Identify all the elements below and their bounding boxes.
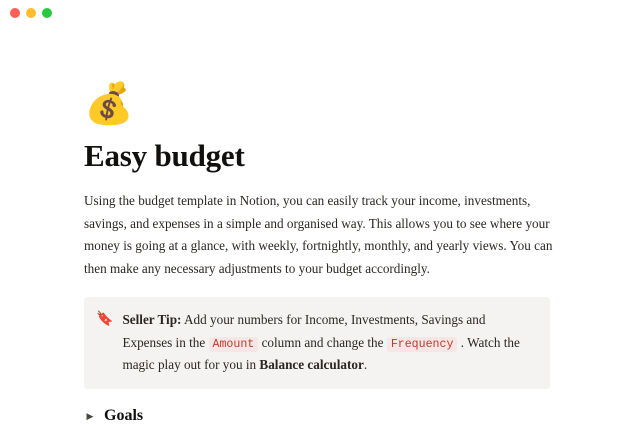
callout-block[interactable]	[84, 297, 550, 389]
toggle-label-goals: Goals	[104, 407, 144, 425]
page-content	[0, 81, 640, 425]
title-bar	[0, 0, 640, 26]
inline-code-frequency: Frequency	[387, 337, 458, 352]
maximize-window-button[interactable]	[42, 8, 52, 18]
callout-text-3: . Watch the magic play out for you in	[122, 334, 520, 373]
minimize-window-button[interactable]	[26, 8, 36, 18]
callout-text-2: column and change the	[258, 334, 387, 350]
callout-text	[122, 309, 536, 377]
toggle-block-goals[interactable]	[84, 407, 556, 425]
callout-lead: Seller Tip:	[122, 311, 182, 327]
callout-text-4: .	[363, 357, 368, 373]
window-controls	[10, 8, 52, 18]
intro-paragraph: Using the budget template in Notion, you can easily track your income, investments, savings, and expenses in a simple and organised way. This allows you to see where your money is going at a glance, with weekly, fortnightly, monthly, and yearly views. You can then make any necessary adjustments to your budget accordingly.	[84, 193, 553, 277]
page-emoji-icon[interactable]: 💰	[84, 81, 134, 126]
page-title: Easy budget	[84, 138, 245, 173]
bookmark-icon: 🔖	[96, 311, 114, 327]
close-window-button[interactable]	[10, 8, 20, 18]
callout-text-1: Add your numbers for Income, Investments, Savings and Expenses in the	[122, 311, 486, 350]
inline-code-amount: Amount	[209, 337, 259, 352]
callout-bold-balance-calculator: Balance calculator	[259, 357, 364, 373]
chevron-right-icon[interactable]: ▶	[86, 410, 94, 421]
